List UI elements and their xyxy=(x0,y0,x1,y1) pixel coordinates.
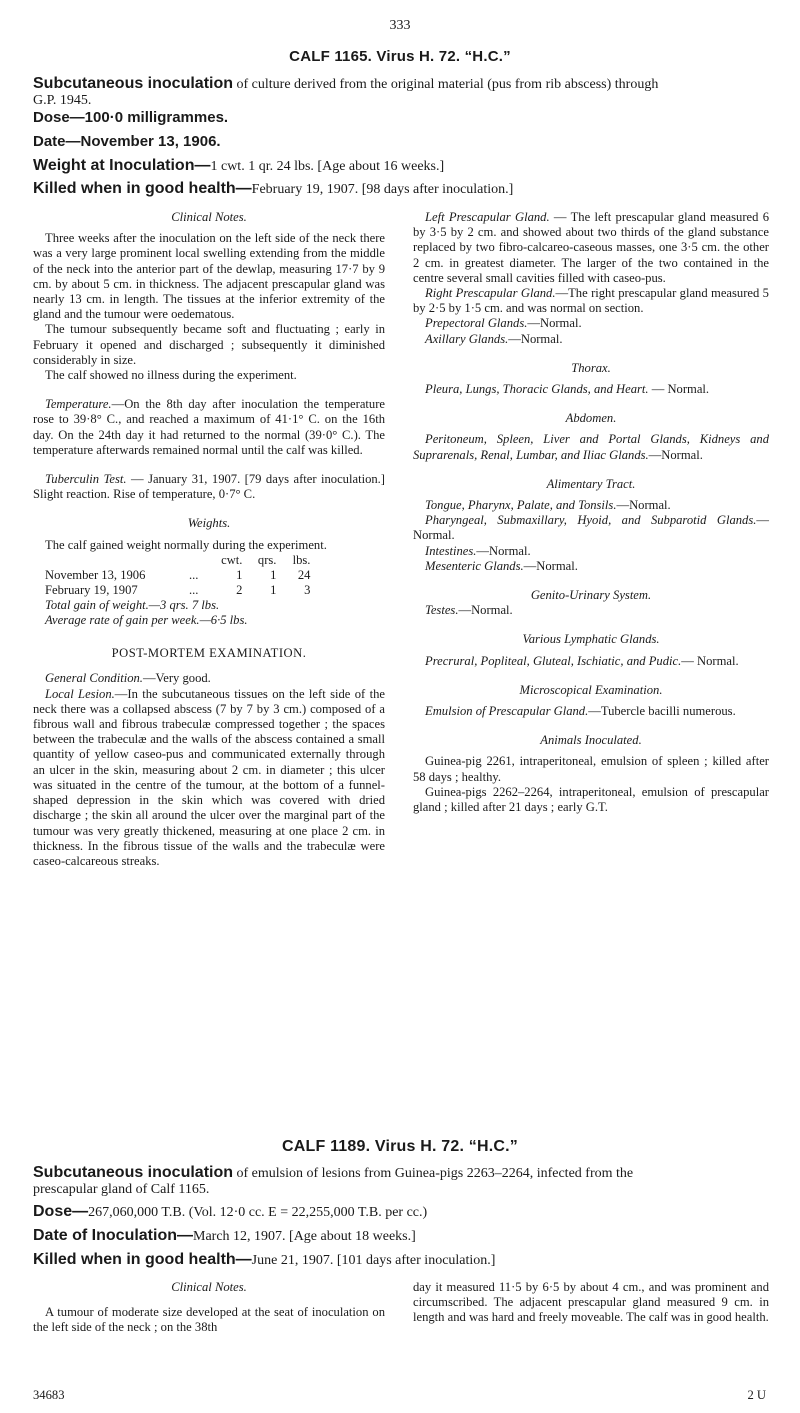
local-lesion: Local Lesion.—In the subcutaneous tissues on the left side of the neck there was a collapsed abscess (7 by 7 by 3 cm.) composed of a fibrous wall and fibrous trabeculæ compressed together ; the spaces between the trabeculæ and the walls of the abscess contained a small quantity of yellow caseo-pus and communicated externally through an ulcer in the skin, measuring about 2 cm. in diameter ; this ulcer was situated in the centre of the tumour, at the bottom of a funnel-shaped depression in the skin which was covered with dried discharge ; the skin all around the ulcer over the marginal part of the tumour was very greatly thickened, measuring at one place 2 cm. in thickness. In the fibrous tissue of the walls and the trabeculæ were caseo-calcareous streaks. xyxy=(33,686,385,868)
tuberculin-paragraph: Tuberculin Test. — January 31, 1907. [79 days after inoculation.] Slight reaction. Rise of temperature, 0·7° C. xyxy=(33,472,385,502)
calf2-clinical-heading: Clinical Notes. xyxy=(171,1280,247,1294)
lymphatic-findings: Precrural, Popliteal, Gluteal, Ischiatic, and Pudic.— Normal. xyxy=(425,653,739,668)
right-prescapular-gland: Right Prescapular Gland.—The right prescapular gland measured 5 by 2·5 by 1·5 cm. and was normal on section. xyxy=(413,286,769,316)
temperature-paragraph: Temperature.—On the 8th day after inoculation the temperature rose to 39·8° C., and reached a maximum of 41·1° C. on the 16th day. On the 24th day it had returned to the normal (39·0° C.). The temperature afterwards remained normal until the calf was killed. xyxy=(33,397,385,457)
calf1-weight xyxy=(33,158,773,175)
calf1-inoc-lead: Subcutaneous inoculation xyxy=(33,75,234,92)
calf1-killed-text: February 19, 1907. [98 days after inoculation.] xyxy=(251,182,514,197)
thorax-heading: Thorax. xyxy=(571,360,611,375)
weights-table xyxy=(45,553,314,598)
guinea-pig-entry: Guinea-pigs 2262–2264, intraperitoneal, emulsion of prescapular gland ; killed after 21 days ; early G.T. xyxy=(413,784,769,815)
alimentary-heading: Alimentary Tract. xyxy=(546,476,636,491)
clinical-notes-heading: Clinical Notes. xyxy=(171,210,247,224)
microscopical-heading: Microscopical Examination. xyxy=(519,682,663,697)
weights-intro: The calf gained weight normally during the experiment. xyxy=(45,537,327,552)
page-number: 333 xyxy=(389,18,411,33)
abdomen-findings: Peritoneum, Spleen, Liver and Portal Glands, Kidneys and Suprarenals, Renal, Lumbar, and Iliac Glands.—Normal. xyxy=(413,432,769,462)
calf1-inoculation xyxy=(33,76,773,109)
calf1-killed xyxy=(33,181,773,198)
calf2-inoculation: Subcutaneous inoculation of emulsion of lesions from Guinea-pigs 2263–2264, infected from the prescapular gland of Calf 1165. xyxy=(33,1164,634,1197)
weights-row: November 13, 1906 ... 1 1 24 xyxy=(45,567,311,582)
calf2-clinical-right: day it measured 11·5 by 6·5 by about 4 cm., and was prominent and circumscribed. The adjacent prescapular gland measured 9 cm. in length and was hard and freely moveable. The calf was in good health. xyxy=(413,1280,769,1325)
lymphatic-heading: Various Lymphatic Glands. xyxy=(522,632,660,647)
calf2-left-column xyxy=(33,1280,385,1336)
calf1-killed-lead: Killed when in good health— xyxy=(33,180,252,197)
weights-col-cwt: cwt. xyxy=(221,552,243,567)
tuberculin-label: Tuberculin Test. xyxy=(45,472,127,487)
footer-printer-number: 34683 xyxy=(33,1388,65,1402)
footer-signature-mark: 2 U xyxy=(747,1388,766,1402)
guinea-pig-entry: Guinea-pig 2261, intraperitoneal, emulsion of spleen ; killed after 58 days ; healthy. xyxy=(413,754,769,784)
weights-col-qrs: qrs. xyxy=(257,552,277,567)
calf2-title: CALF 1189. Virus H. 72. “H.C.” xyxy=(281,1138,518,1155)
calf1-inoc-text2: G.P. 1945. xyxy=(33,93,92,108)
abdomen-heading: Abdomen. xyxy=(565,411,617,426)
clinical-paragraph: Three weeks after the inoculation on the left side of the neck there was a very large prominent local swelling extending from the middle of the neck into the anterior part of the dewlap, measuring 17·7 by 9 cm. by about 5 cm. in thickness. The adjacent prescapular gland was nearly 13 cm. in length. The tissues at the inferior extremity of the gland and the tumour were oedematous. xyxy=(33,231,385,322)
average-rate: Average rate of gain per week.—6·5 lbs. xyxy=(45,613,248,628)
calf1-weight-text: 1 cwt. 1 qr. 24 lbs. [Age about 16 weeks.] xyxy=(210,159,445,174)
testes-findings: Testes.—Normal. xyxy=(425,603,513,618)
left-prescapular-gland: Left Prescapular Gland. — The left prescapular gland measured 6 by 3·5 by 2 cm. and showed about two thirds of the gland substance replaced by two fibro-calcareo-caseous masses, one 3·5 cm. the other 2 cm. in greatest diameter. The larger of the two contained in the centre several small cavities filled with caseo-pus. xyxy=(413,210,769,285)
tongue-findings: Tongue, Pharynx, Palate, and Tonsils.—Normal. xyxy=(425,498,671,513)
calf2-clinical-left: A tumour of moderate size developed at the seat of inoculation on the left side of the neck ; on the 38th xyxy=(33,1305,385,1335)
calf1-left-column xyxy=(33,210,385,869)
total-gain: Total gain of weight.—3 qrs. 7 lbs. xyxy=(45,597,220,612)
calf2-killed: Killed when in good health—June 21, 1907. [101 days after inoculation.] xyxy=(33,1251,496,1268)
calf1-weight-lead: Weight at Inoculation— xyxy=(33,157,211,174)
temperature-label: Temperature. xyxy=(45,397,112,412)
calf2-right-column xyxy=(413,1280,769,1326)
clinical-paragraph: The calf showed no illness during the experiment. xyxy=(45,368,297,383)
pharyngeal-findings: Pharyngeal, Submaxillary, Hyoid, and Subparotid Glands.—Normal. xyxy=(413,513,769,543)
postmortem-heading: POST-MORTEM EXAMINATION. xyxy=(111,646,307,661)
axillary-glands: Axillary Glands.—Normal. xyxy=(425,331,563,346)
intestines-findings: Intestines.—Normal. xyxy=(425,543,531,558)
calf1-dose: Dose—100·0 milligrammes. xyxy=(33,109,229,126)
prepectoral-glands: Prepectoral Glands.—Normal. xyxy=(425,316,582,331)
calf1-date: Date—November 13, 1906. xyxy=(33,133,221,150)
thorax-findings: Pleura, Lungs, Thoracic Glands, and Heart. — Normal. xyxy=(425,382,710,397)
general-condition: General Condition.—Very good. xyxy=(45,671,211,686)
calf2-date: Date of Inoculation—March 12, 1907. [Age about 18 weeks.] xyxy=(33,1227,416,1244)
genito-heading: Genito-Urinary System. xyxy=(530,588,652,603)
calf2-dose: Dose—267,060,000 T.B. (Vol. 12·0 cc. E = 22,255,000 T.B. per cc.) xyxy=(33,1203,428,1220)
calf1-title: CALF 1165. Virus H. 72. “H.C.” xyxy=(289,48,511,65)
animals-heading: Animals Inoculated. xyxy=(540,733,642,748)
weights-row: February 19, 1907 ... 2 1 3 xyxy=(45,582,311,597)
weights-header-row xyxy=(45,553,314,568)
emulsion-findings: Emulsion of Prescapular Gland.—Tubercle bacilli numerous. xyxy=(425,704,736,719)
clinical-paragraph: The tumour subsequently became soft and fluctuating ; early in February it opened and discharged ; subsequently it diminished considerably in size. xyxy=(33,322,385,367)
weights-heading: Weights. xyxy=(187,516,231,531)
calf1-inoc-text: of culture derived from the original material (pus from rib abscess) through xyxy=(233,77,659,92)
mesenteric-findings: Mesenteric Glands.—Normal. xyxy=(425,558,578,573)
calf1-right-column xyxy=(413,210,769,815)
weights-col-lbs: lbs. xyxy=(292,552,311,567)
